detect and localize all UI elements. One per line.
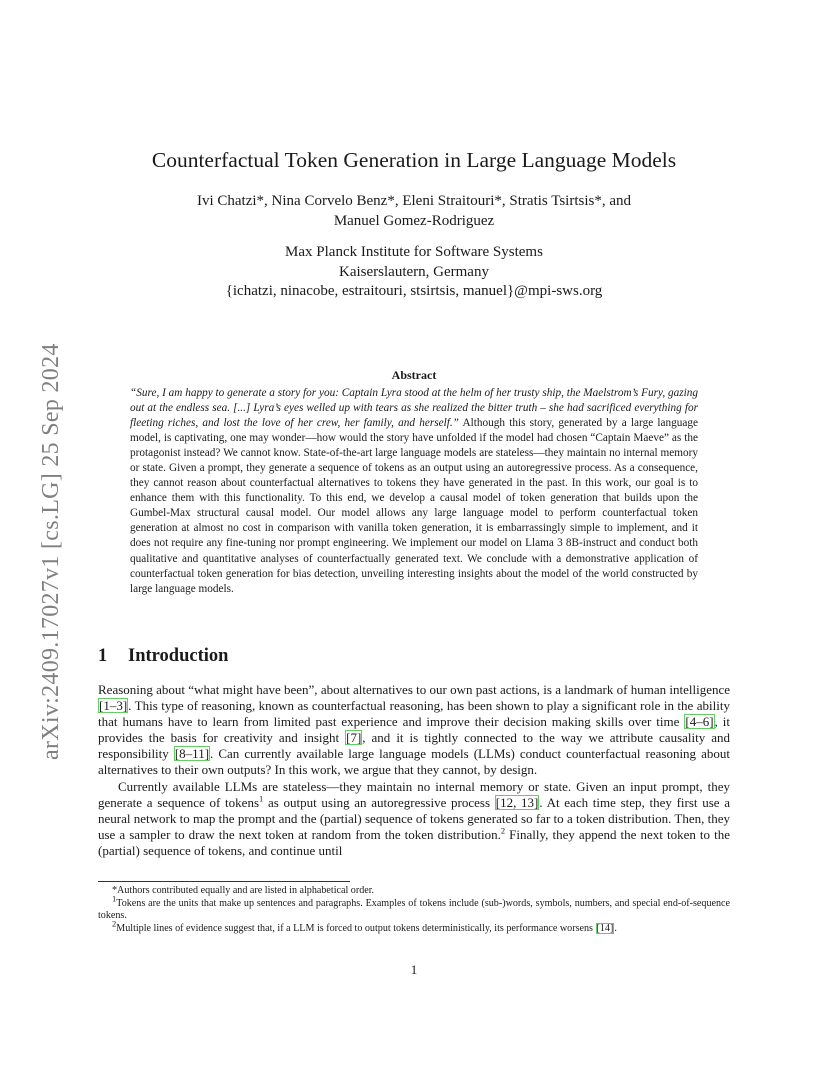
citation-link[interactable]: [1–3] xyxy=(99,698,128,714)
email-addresses: {ichatzi, ninacobe, estraitouri, stsirtsis, manuel}@mpi-sws.org xyxy=(225,283,603,299)
author-list xyxy=(140,191,688,231)
footnote-number: 1 xyxy=(112,893,117,904)
footnote-text: Tokens are the units that make up sentences and paragraphs. Examples of tokens include (sub-)words, symbols, numbers, and special end-of-sequence tokens. xyxy=(98,897,730,922)
abstract-heading: Abstract xyxy=(391,368,437,382)
affiliation-block xyxy=(140,243,688,302)
footnote-text: . xyxy=(614,923,617,935)
footnote-marker[interactable]: 1 xyxy=(259,793,264,804)
page-number: 1 xyxy=(410,962,418,977)
text-span: , and it is tightly connected to the way we attribute causality and responsibility xyxy=(98,730,731,762)
abstract-body xyxy=(130,386,698,597)
institution: Max Planck Institute for Software Systems xyxy=(285,244,543,260)
arxiv-identifier[interactable]: arXiv:2409.17027v1 [cs.LG] 25 Sep 2024 xyxy=(38,343,64,760)
introduction-body xyxy=(98,682,730,859)
text-span: . Can currently available large language models (LLMs) conduct counterfactual reasoning about alternatives to their own outputs? In this work, we argue that they cannot, by design. xyxy=(98,746,731,778)
paragraph xyxy=(98,682,730,779)
footnotes xyxy=(98,885,730,936)
text-span: , it provides the basis for creativity and insight xyxy=(98,714,730,746)
footnote: *Authors contributed equally and are listed in alphabetical order. xyxy=(112,885,375,896)
citation-link[interactable]: [7] xyxy=(346,730,362,746)
text-span: . This type of reasoning, known as counterfactual reasoning, has been shown to play a significant role in the ability that humans have to learn from limited past experience and improve their decision making skills over time xyxy=(98,698,730,730)
abstract-quote: “Sure, I am happy to generate a story for you: Captain Lyra stood at the helm of her trusty ship, the Maelstrom’s Fury, gazing out at the endless sea. [...] Lyra’s eyes welled up with tears as she realized the bitter truth – she had sacrificed everything for fleeting riches, and lost the love of her crew, her family, and herself.” xyxy=(130,387,698,430)
text-span: as output using an autoregressive process xyxy=(263,794,495,810)
text-span: Reasoning about “what might have been”, about alternatives to our own past actions, is a landmark of human intelligence xyxy=(98,682,730,697)
footnote-number: 2 xyxy=(112,918,117,929)
paper-title: Counterfactual Token Generation in Large Language Models xyxy=(151,148,677,172)
footnote-text: Multiple lines of evidence suggest that, if a LLM is forced to output tokens deterministically, its performance worsens xyxy=(116,923,596,935)
abstract-text: Although this story, generated by a large language model, is captivating, one may wonder—how would the story have unfolded if the model had chosen “Captain Maeve” as the protagonist instead? We cannot know. State-of-the-art large language models are stateless—they maintain no internal memory or state. Given a prompt, they generate a sequence of tokens as an output using an autoregressive process. As a consequence, they cannot reason about counterfactual alternatives to tokens they have generated in the past. In this work, our goal is to enhance them with this functionality. To this end, we develop a causal model of token generation that builds upon the Gumbel-Max structural causal model. Our model allows any large language model to perform counterfactual token generation at almost no cost in comparison with vanilla token generation, it is embarrassingly simple to implement, and it does not require any fine-tuning nor prompt engineering. We implement our model on Llama 3 8B-instruct and conduct both qualitative and quantitative analyses of counterfactually generated text. We conclude with a demonstrative application of counterfactual token generation for bias detection, unveiling interesting insights about the model of the world constructed by large language models. xyxy=(130,417,698,595)
citation-link[interactable]: [12, 13] xyxy=(495,794,539,810)
footnote-divider xyxy=(98,881,350,882)
citation-link[interactable]: [14] xyxy=(596,923,614,935)
location: Kaiserslautern, Germany xyxy=(339,263,489,280)
section-title: Introduction xyxy=(128,646,229,666)
footnote xyxy=(98,893,730,923)
text-span: Currently available LLMs are stateless—they maintain no internal memory or state. Given an input prompt, they generate a sequence of tokens xyxy=(98,778,730,810)
authors-line-1: Ivi Chatzi*, Nina Corvelo Benz*, Eleni Straitouri*, Stratis Tsirtsis*, and xyxy=(196,193,632,209)
text-span: . At each time step, they first use a neural network to map the prompt and the (partial) sequence of tokens generated so far to a token distribution. Then, they use a sampler to draw the next token at random from the token distribution. xyxy=(98,794,731,842)
citation-link[interactable]: [8–11] xyxy=(174,746,210,762)
footnote-marker[interactable]: 2 xyxy=(500,825,506,836)
text-span: Finally, they append the next token to the (partial) sequence of tokens, and continue until xyxy=(98,826,730,858)
citation-link[interactable]: [4–6] xyxy=(685,714,714,730)
authors-line-2: Manuel Gomez-Rodriguez xyxy=(333,213,495,229)
section-heading xyxy=(98,646,228,667)
section-number: 1 xyxy=(98,646,108,666)
footnote xyxy=(98,918,730,936)
paragraph xyxy=(98,779,730,859)
